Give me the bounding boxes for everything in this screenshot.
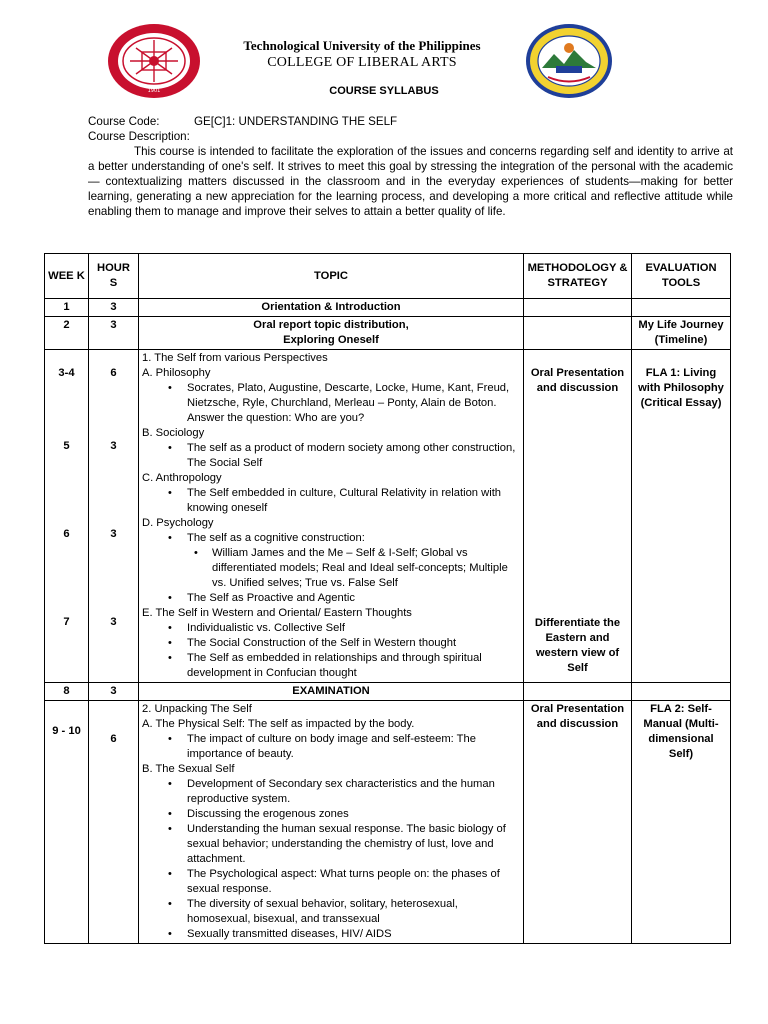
hours-cell: 3 — [89, 683, 139, 701]
method-cell — [524, 317, 632, 350]
svg-text:1901: 1901 — [147, 88, 161, 94]
week-value: 7 — [63, 616, 70, 628]
eval-cell: FLA 2: Self-Manual (Multi-dimensional Self) — [632, 701, 731, 944]
method-cell — [524, 299, 632, 317]
table-row — [45, 683, 731, 701]
topic-subheading: E. The Self in Western and Oriental/ Eastern Thoughts — [142, 607, 412, 619]
document-header — [0, 0, 768, 120]
university-name: Technological University of the Philippines — [243, 38, 481, 53]
week-cell: 1 — [45, 299, 89, 317]
topic-bullet: • Sexually transmitted diseases, HIV/ AIDS — [142, 927, 520, 942]
topic-bullet: • The diversity of sexual behavior, solitary, heterosexual, homosexual, bisexual, and transsexual — [142, 897, 520, 927]
topic-subheading: A. The Physical Self: The self as impacted by the body. — [142, 718, 415, 730]
table-row — [45, 317, 731, 350]
week-value: 5 — [63, 440, 70, 452]
course-code-row — [88, 114, 733, 129]
topic-subheading: C. Anthropology — [142, 472, 222, 484]
week-value: 6 — [63, 528, 70, 540]
topic-heading: 1. The Self from various Perspectives — [142, 352, 328, 364]
topic-cell: EXAMINATION — [139, 683, 524, 701]
eval-cell — [632, 683, 731, 701]
hours-value: 3 — [110, 440, 117, 452]
hours-cell: 3 — [89, 299, 139, 317]
method-cell — [524, 683, 632, 701]
method-cell: Oral Presentation and discussion — [524, 701, 632, 944]
eval-cell — [632, 299, 731, 317]
eval-text: FLA 1: Living with Philosophy (Critical Essay) — [638, 367, 724, 409]
topic-bullet: • The Self embedded in culture, Cultural Relativity in relation with knowing oneself — [142, 486, 520, 516]
hours-cell — [89, 350, 139, 683]
topic-bullet: • The Social Construction of the Self in Western thought — [142, 636, 520, 651]
method-text: Differentiate the Eastern and western view of Self — [534, 617, 621, 674]
week-cell: 2 — [45, 317, 89, 350]
document-title: COURSE SYLLABUS — [329, 85, 439, 97]
topic-subheading: D. Psychology — [142, 517, 214, 529]
topic-bullet: • The Self as Proactive and Agentic — [142, 591, 520, 606]
topic-bullet: • The impact of culture on body image and self-esteem: The importance of beauty. — [142, 732, 520, 762]
hours-value: 3 — [110, 616, 117, 628]
topic-bullet: • The self as a product of modern society among other construction, The Social Self — [142, 441, 520, 471]
hours-cell — [89, 701, 139, 944]
week-value: 3-4 — [58, 367, 75, 379]
topic-cell — [139, 317, 524, 350]
eval-cell — [632, 350, 731, 683]
topic-bullet: • The Self as embedded in relationships and through spiritual development in Confucian thought — [142, 651, 520, 681]
topic-line: Exploring Oneself — [283, 334, 379, 346]
topic-cell — [139, 350, 524, 683]
topic-bullet: • Understanding the human sexual response. The basic biology of sexual behavior; understanding the chemistry of lust, love and attachment. — [142, 822, 520, 867]
topic-bullet: • Development of Secondary sex characteristics and the human reproductive system. — [142, 777, 520, 807]
syllabus-table — [44, 253, 731, 944]
week-cell — [45, 701, 89, 944]
header-evaluation: EVALUATION TOOLS — [632, 254, 731, 299]
table-row — [45, 299, 731, 317]
header-week: WEE K — [45, 254, 89, 299]
topic-subheading: A. Philosophy — [142, 367, 211, 379]
topic-cell: Orientation & Introduction — [139, 299, 524, 317]
header-topic: TOPIC — [139, 254, 524, 299]
course-code-label: Course Code: — [88, 115, 160, 128]
course-description-label: Course Description: — [88, 130, 190, 143]
week-value: 9 - 10 — [52, 725, 81, 737]
course-info — [88, 114, 733, 219]
header-hours: HOUR S — [89, 254, 139, 299]
hours-value: 3 — [110, 528, 117, 540]
topic-subheading: B. Sociology — [142, 427, 205, 439]
method-text: Oral Presentation and discussion — [530, 367, 625, 394]
hours-value: 6 — [110, 367, 117, 379]
college-name: COLLEGE OF LIBERAL ARTS — [267, 55, 457, 70]
topic-line: Oral report topic distribution, — [253, 319, 409, 331]
table-row — [45, 350, 731, 683]
header-methodology: METHODOLOGY & STRATEGY — [524, 254, 632, 299]
course-description-text: This course is intended to facilitate the exploration of the issues and concerns regarding self and identity to arrive at a better understanding of one's self. It strives to meet this goal by stressing the integration of the personal with the academic— contextualizing matters discussed in the classroom and in the everyday experiences of students—making for better learning, generating a new appreciation for the learning process, and developing a more critical and reflective attitude while enabling them to manage and improve their selves to attain a better quality of life. — [88, 145, 733, 218]
week-cell — [45, 350, 89, 683]
topic-bullet: • The Psychological aspect: What turns people on: the phases of sexual response. — [142, 867, 520, 897]
method-cell — [524, 350, 632, 683]
topic-cell — [139, 701, 524, 944]
topic-sub-bullet: • William James and the Me – Self & I-Self; Global vs differentiated models; Real and Ideal self-concepts; Multiple vs. Unified selves; True vs. False Self — [142, 546, 520, 591]
hours-cell: 3 — [89, 317, 139, 350]
topic-bullet: • Individualistic vs. Collective Self — [142, 621, 520, 636]
week-cell: 8 — [45, 683, 89, 701]
topic-bullet: • Discussing the erogenous zones — [142, 807, 520, 822]
topic-bullet: • The self as a cognitive construction: — [142, 531, 520, 546]
table-row — [45, 701, 731, 944]
topic-bullet: • Socrates, Plato, Augustine, Descarte, Locke, Hume, Kant, Freud, Nietzsche, Ryle, Churchland, Merleau – Ponty, Alain de Boton. — [142, 381, 520, 411]
topic-heading: 2. Unpacking The Self — [142, 703, 252, 715]
table-header-row — [45, 254, 731, 299]
topic-note: Answer the question: Who are you? — [187, 412, 365, 424]
topic-subheading: B. The Sexual Self — [142, 763, 235, 775]
eval-cell: My Life Journey (Timeline) — [632, 317, 731, 350]
course-code-value: GE[C]1: UNDERSTANDING THE SELF — [194, 115, 398, 128]
hours-value: 6 — [110, 733, 117, 745]
